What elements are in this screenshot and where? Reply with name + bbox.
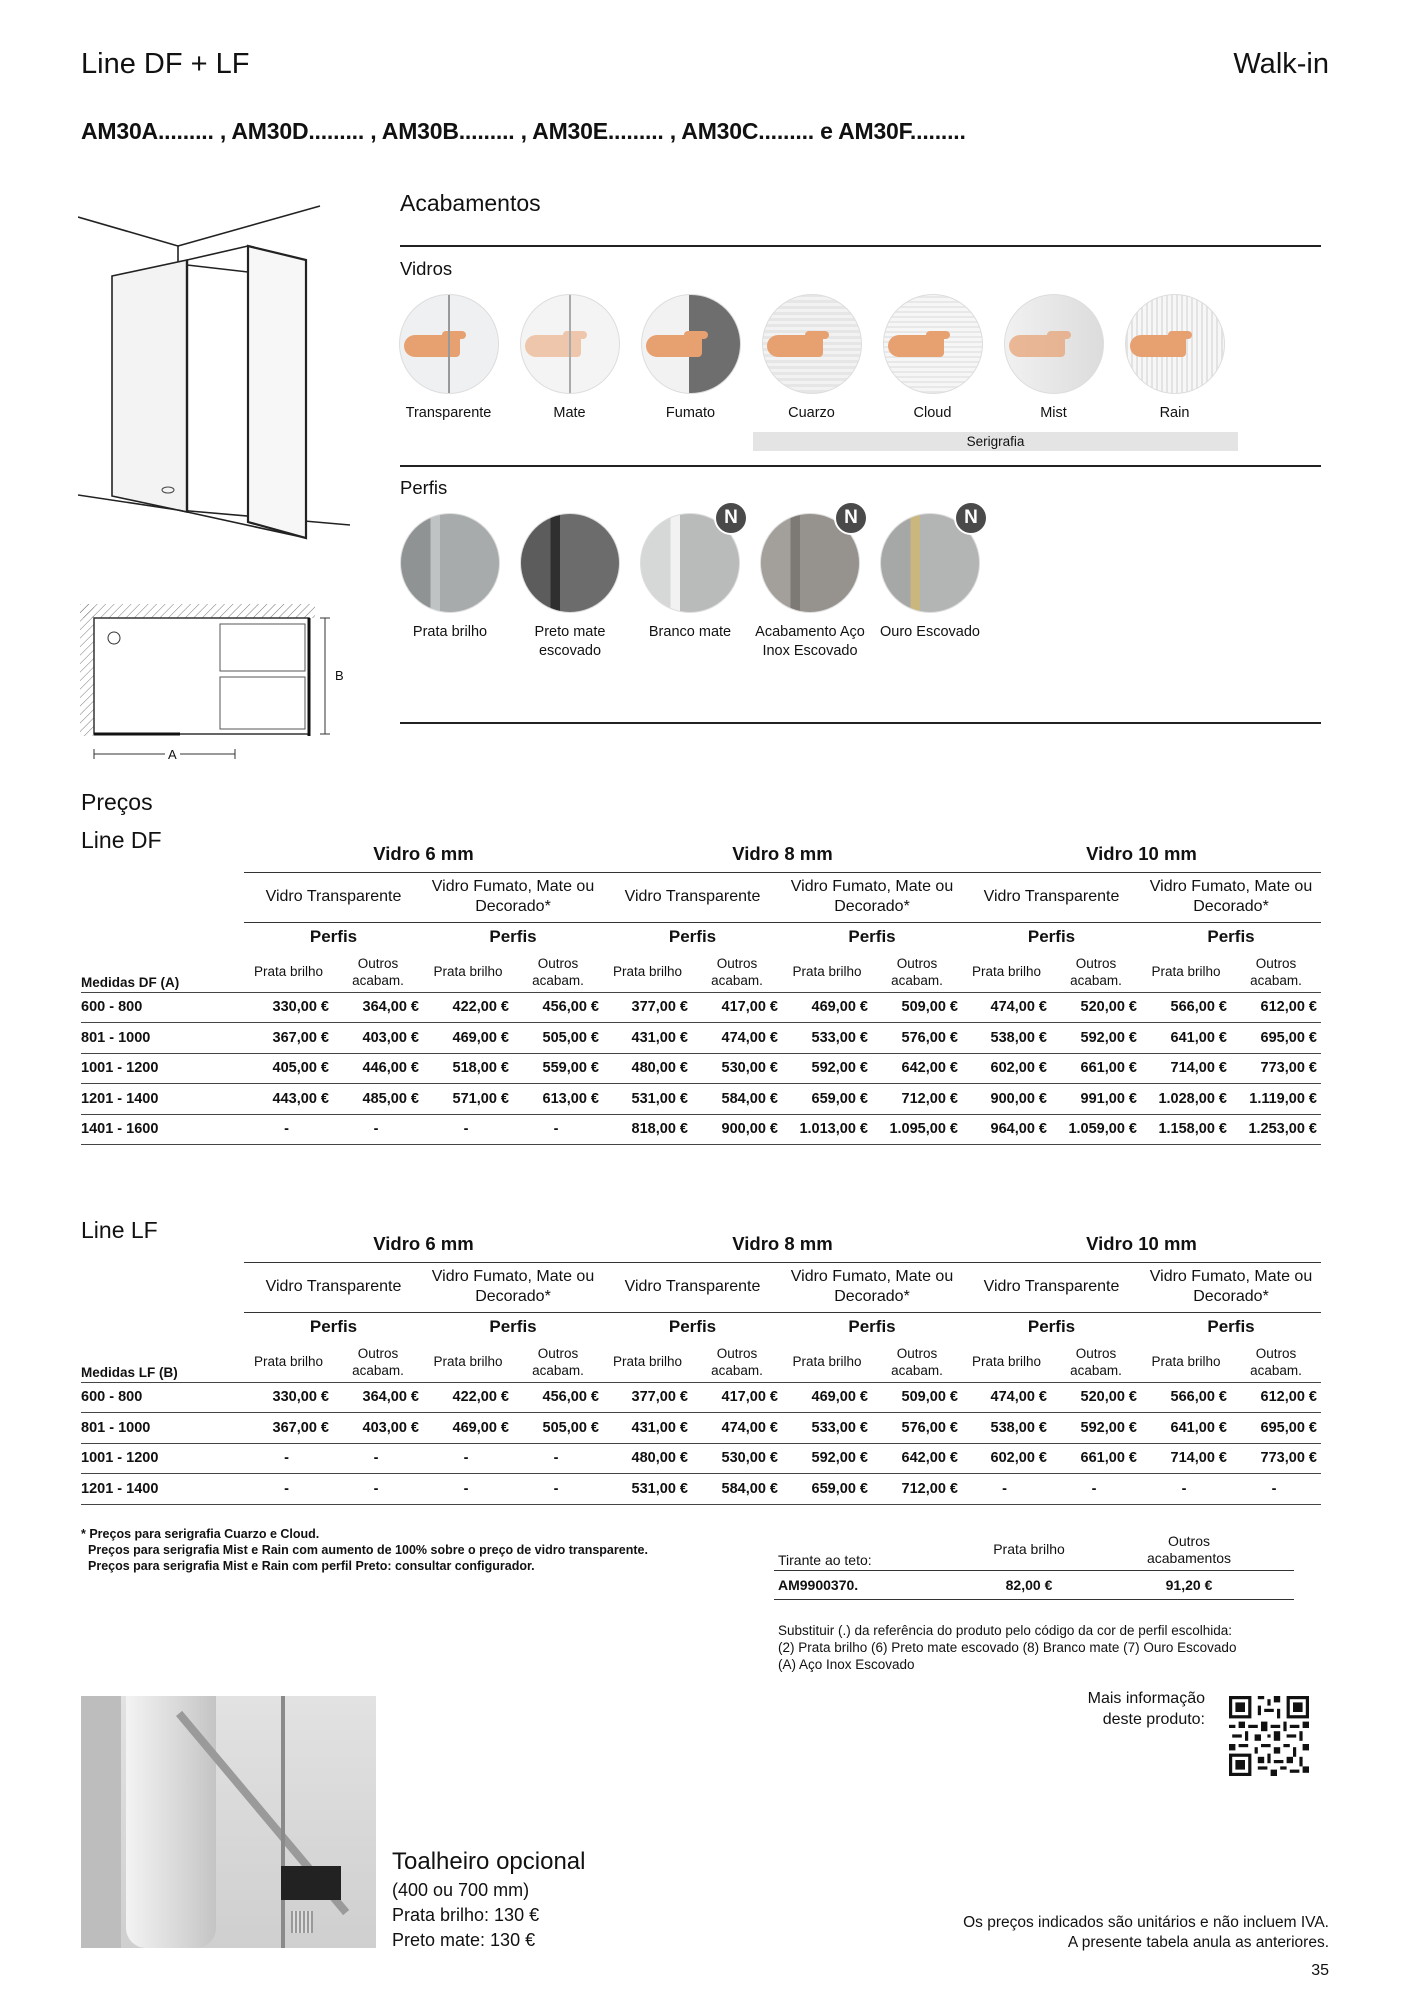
glass-swatches	[388, 294, 1235, 423]
tirante-label: Tirante ao teto:	[778, 1551, 872, 1568]
price-cell: 403,00 €	[333, 1023, 423, 1054]
glass-header: Vidro Transparente	[244, 1262, 423, 1312]
price-cell: 469,00 €	[782, 1382, 872, 1413]
profile-label: Preto mate escovado	[534, 624, 606, 659]
footnotes	[81, 1526, 721, 1574]
section-title: Line DF + LF	[81, 48, 250, 80]
price-cell: -	[333, 1474, 423, 1505]
price-cell: 330,00 €	[244, 1382, 333, 1413]
price-cell: 712,00 €	[872, 1084, 962, 1115]
serigrafia-bar: Serigrafia	[753, 432, 1238, 451]
tirante-col-header: Outros acabamentos	[1146, 1532, 1232, 1566]
price-cell: 480,00 €	[603, 1053, 692, 1084]
size-range: 1401 - 1600	[81, 1114, 244, 1145]
price-cell: 422,00 €	[423, 1382, 513, 1413]
price-cell: 714,00 €	[1141, 1443, 1231, 1474]
glass-swatch[interactable]	[993, 294, 1114, 423]
more-info-line: Mais informação	[1087, 1690, 1205, 1707]
glass-sample	[883, 294, 983, 394]
price-cell: 505,00 €	[513, 1413, 603, 1444]
tirante-price: 82,00 €	[1005, 1576, 1053, 1593]
price-cell: 592,00 €	[1051, 1023, 1141, 1054]
new-badge: N	[714, 501, 748, 535]
sub-header: Outros acabam.	[891, 1345, 943, 1378]
sub-header: Prata brilho	[1151, 1354, 1221, 1370]
price-cell: 695,00 €	[1231, 1413, 1321, 1444]
glass-sample	[399, 294, 499, 394]
category-title: Walk-in	[1233, 48, 1329, 80]
price-cell: 431,00 €	[603, 1023, 692, 1054]
price-cell: 592,00 €	[782, 1053, 872, 1084]
dimension-a-label: A	[165, 746, 180, 763]
table-row	[81, 1443, 1321, 1474]
price-cell: 533,00 €	[782, 1023, 872, 1054]
price-cell: 1.059,00 €	[1051, 1114, 1141, 1145]
price-cell: 964,00 €	[962, 1114, 1051, 1145]
price-cell: 641,00 €	[1141, 1413, 1231, 1444]
glass-header: Vidro Fumato, Mate ou Decorado*	[1141, 872, 1321, 922]
price-cell: -	[513, 1443, 603, 1474]
price-cell: 538,00 €	[962, 1023, 1051, 1054]
price-cell: 520,00 €	[1051, 1382, 1141, 1413]
glass-header: Vidro Fumato, Mate ou Decorado*	[782, 1262, 962, 1312]
sub-header: Outros acabam.	[532, 955, 584, 988]
price-cell: 364,00 €	[333, 1382, 423, 1413]
group-header: Vidro 6 mm	[244, 1226, 603, 1262]
tirante-price: 91,20 €	[1165, 1576, 1213, 1593]
price-cell: 505,00 €	[513, 1023, 603, 1054]
price-cell: 576,00 €	[872, 1023, 962, 1054]
glass-sample	[641, 294, 741, 394]
price-cell: -	[333, 1114, 423, 1145]
footer-line: Os preços indicados são unitários e não incluem IVA.	[963, 1914, 1329, 1931]
profile-swatch[interactable]	[510, 513, 630, 661]
price-cell: 576,00 €	[872, 1413, 962, 1444]
row-header: Medidas DF (A)	[81, 974, 180, 990]
price-cell: 417,00 €	[692, 1382, 782, 1413]
glass-label: Rain	[1159, 405, 1190, 421]
glass-swatch[interactable]	[630, 294, 751, 423]
price-cell: 1.119,00 €	[1231, 1084, 1321, 1115]
price-cell: 592,00 €	[1051, 1413, 1141, 1444]
row-header: Medidas LF (B)	[81, 1364, 178, 1380]
glass-sample	[762, 294, 862, 394]
size-range: 1201 - 1400	[81, 1474, 244, 1505]
sub-header: Prata brilho	[433, 1354, 503, 1370]
size-range: 600 - 800	[81, 1382, 244, 1413]
sub-header: Prata brilho	[253, 1354, 324, 1370]
price-cell: 469,00 €	[423, 1023, 513, 1054]
sub-header: Prata brilho	[612, 1354, 683, 1370]
price-cell: 714,00 €	[1141, 1053, 1231, 1084]
profile-label: Acabamento Aço Inox Escovado	[755, 624, 865, 659]
glass-sample	[1004, 294, 1104, 394]
profile-label: Prata brilho	[412, 624, 488, 640]
price-cell: 431,00 €	[603, 1413, 692, 1444]
sub-header: Prata brilho	[1151, 964, 1221, 980]
price-cell: 443,00 €	[244, 1084, 333, 1115]
footer-line: A presente tabela anula as anteriores.	[1067, 1934, 1329, 1951]
price-cell: 642,00 €	[872, 1053, 962, 1084]
sub-header: Prata brilho	[433, 964, 503, 980]
table-row	[81, 1053, 1321, 1084]
towel-details	[392, 1878, 539, 1953]
glass-label: Mate	[553, 405, 586, 421]
sub-header: Outros acabam.	[1070, 1345, 1122, 1378]
sub-header: Outros acabam.	[532, 1345, 584, 1378]
footer-note	[963, 1913, 1329, 1953]
glass-header: Vidro Transparente	[962, 1262, 1141, 1312]
new-badge: N	[954, 501, 988, 535]
price-cell: 474,00 €	[962, 1382, 1051, 1413]
size-range: 1201 - 1400	[81, 1084, 244, 1115]
price-cell: 538,00 €	[962, 1413, 1051, 1444]
price-cell: 509,00 €	[872, 992, 962, 1023]
table-df-title: Line DF	[81, 827, 162, 853]
profile-label: Branco mate	[648, 624, 732, 640]
perfis-header: Perfis	[848, 927, 896, 947]
price-cell: -	[423, 1443, 513, 1474]
price-cell: 773,00 €	[1231, 1443, 1321, 1474]
group-header: Vidro 10 mm	[962, 836, 1321, 872]
size-range: 801 - 1000	[81, 1413, 244, 1444]
perfis-header: Perfis	[668, 927, 717, 947]
plan-view-drawing	[80, 604, 345, 766]
tirante-col-header: Prata brilho	[993, 1541, 1065, 1558]
tirante-table	[774, 1530, 1294, 1600]
group-header: Vidro 8 mm	[603, 836, 962, 872]
price-cell: -	[244, 1114, 333, 1145]
sub-header: Prata brilho	[971, 1354, 1042, 1370]
glass-header: Vidro Fumato, Mate ou Decorado*	[423, 872, 603, 922]
price-cell: 642,00 €	[872, 1443, 962, 1474]
table-row	[81, 1413, 1321, 1444]
price-cell: 900,00 €	[962, 1084, 1051, 1115]
price-cell: 900,00 €	[692, 1114, 782, 1145]
glass-label: Cloud	[913, 405, 952, 421]
shower-perspective-drawing	[78, 200, 358, 545]
glass-header: Vidro Fumato, Mate ou Decorado*	[782, 872, 962, 922]
price-cell: 446,00 €	[333, 1053, 423, 1084]
prices-title: Preços	[81, 789, 153, 815]
profile-swatch[interactable]	[870, 507, 990, 661]
price-cell: -	[513, 1474, 603, 1505]
glass-swatch[interactable]	[1114, 294, 1235, 423]
price-cell: -	[962, 1474, 1051, 1505]
dimension-b-label: B	[335, 668, 344, 683]
new-badge: N	[834, 501, 868, 535]
glass-sample	[1125, 294, 1225, 394]
substitute-line: Substituir (.) da referência do produto pelo código da cor de perfil escolhida:	[778, 1623, 1233, 1638]
price-cell: 531,00 €	[603, 1084, 692, 1115]
group-header: Vidro 8 mm	[603, 1226, 962, 1262]
price-cell: -	[513, 1114, 603, 1145]
price-cell: 531,00 €	[603, 1474, 692, 1505]
price-cell: 602,00 €	[962, 1443, 1051, 1474]
profile-sample	[520, 513, 620, 613]
footnote: Preços para serigrafia Mist e Rain com perfil Preto: consultar configurador.	[88, 1559, 535, 1573]
price-cell: 1.253,00 €	[1231, 1114, 1321, 1145]
price-cell: -	[423, 1474, 513, 1505]
price-cell: 530,00 €	[692, 1443, 782, 1474]
profile-swatch[interactable]	[750, 507, 870, 661]
glass-swatch[interactable]	[388, 294, 509, 423]
glass-header: Vidro Fumato, Mate ou Decorado*	[423, 1262, 603, 1312]
price-cell: 367,00 €	[244, 1413, 333, 1444]
perfis-header: Perfis	[309, 927, 358, 947]
price-cell: -	[1141, 1474, 1231, 1505]
towel-title: Toalheiro opcional	[392, 1848, 586, 1875]
tirante-code: AM9900370.	[778, 1576, 859, 1593]
price-cell: 456,00 €	[513, 992, 603, 1023]
glass-swatch[interactable]	[872, 294, 993, 423]
table-row	[81, 1114, 1321, 1145]
sub-header: Prata brilho	[253, 964, 324, 980]
size-range: 600 - 800	[81, 992, 244, 1023]
price-cell: -	[244, 1474, 333, 1505]
sub-header: Prata brilho	[792, 1354, 862, 1370]
qr-code-icon[interactable]	[1229, 1696, 1309, 1776]
glass-sample	[520, 294, 620, 394]
price-cell: 474,00 €	[962, 992, 1051, 1023]
price-cell: -	[244, 1443, 333, 1474]
glass-header: Vidro Transparente	[244, 872, 423, 922]
price-cell: 377,00 €	[603, 992, 692, 1023]
glass-label: Transparente	[405, 405, 492, 421]
perfis-header: Perfis	[668, 1317, 717, 1337]
group-header: Vidro 10 mm	[962, 1226, 1321, 1262]
sub-header: Prata brilho	[971, 964, 1042, 980]
profile-sample	[400, 513, 500, 613]
perfis-header: Perfis	[489, 927, 537, 947]
size-range: 1001 - 1200	[81, 1053, 244, 1084]
size-range: 1001 - 1200	[81, 1443, 244, 1474]
price-cell: 1.013,00 €	[782, 1114, 872, 1145]
price-cell: 1.158,00 €	[1141, 1114, 1231, 1145]
price-cell: 661,00 €	[1051, 1443, 1141, 1474]
page-number: 35	[1311, 1962, 1329, 1979]
glass-header: Vidro Transparente	[962, 872, 1141, 922]
price-cell: -	[1051, 1474, 1141, 1505]
table-row	[81, 1023, 1321, 1054]
price-cell: 602,00 €	[962, 1053, 1051, 1084]
price-cell: 480,00 €	[603, 1443, 692, 1474]
glass-label: Cuarzo	[788, 405, 835, 421]
price-cell: 485,00 €	[333, 1084, 423, 1115]
price-cell: 469,00 €	[782, 992, 872, 1023]
table-row	[81, 1382, 1321, 1413]
towel-price: Preto mate: 130 €	[392, 1930, 536, 1950]
towel-price: Prata brilho: 130 €	[392, 1905, 540, 1925]
price-cell: 530,00 €	[692, 1053, 782, 1084]
glass-label: Mist	[1040, 405, 1067, 421]
perfis-header: Perfis	[848, 1317, 896, 1337]
price-cell: 773,00 €	[1231, 1053, 1321, 1084]
glass-swatch[interactable]	[509, 294, 630, 423]
table-lf-title: Line LF	[81, 1217, 158, 1243]
towel-size: (400 ou 700 mm)	[392, 1880, 530, 1900]
glass-title: Vidros	[400, 258, 453, 279]
price-cell: 367,00 €	[244, 1023, 333, 1054]
price-cell: 1.095,00 €	[872, 1114, 962, 1145]
sub-header: Outros acabam.	[711, 1345, 763, 1378]
glass-swatch[interactable]	[751, 294, 872, 423]
price-cell: 659,00 €	[782, 1474, 872, 1505]
price-cell: 712,00 €	[872, 1474, 962, 1505]
perfis-header: Perfis	[1207, 927, 1255, 947]
glass-header: Vidro Transparente	[603, 872, 782, 922]
price-cell: 533,00 €	[782, 1413, 872, 1444]
sub-header: Outros acabam.	[891, 955, 943, 988]
price-table-df	[81, 836, 1321, 1145]
perfis-header: Perfis	[489, 1317, 537, 1337]
price-cell: 474,00 €	[692, 1413, 782, 1444]
price-cell: 422,00 €	[423, 992, 513, 1023]
price-cell: 641,00 €	[1141, 1023, 1231, 1054]
price-cell: -	[1231, 1474, 1321, 1505]
price-cell: 330,00 €	[244, 992, 333, 1023]
price-cell: -	[423, 1114, 513, 1145]
sub-header: Outros acabam.	[1070, 955, 1122, 988]
sub-header: Prata brilho	[612, 964, 683, 980]
price-cell: 364,00 €	[333, 992, 423, 1023]
table-row	[81, 1474, 1321, 1505]
price-cell: -	[333, 1443, 423, 1474]
substitute-note	[778, 1622, 1318, 1673]
price-cell: 991,00 €	[1051, 1084, 1141, 1115]
sub-header: Outros acabam.	[352, 1345, 404, 1378]
footnote: Preços para serigrafia Mist e Rain com aumento de 100% sobre o preço de vidro transparente.	[88, 1543, 648, 1557]
price-cell: 469,00 €	[423, 1413, 513, 1444]
price-cell: 377,00 €	[603, 1382, 692, 1413]
price-cell: 1.028,00 €	[1141, 1084, 1231, 1115]
price-cell: 571,00 €	[423, 1084, 513, 1115]
substitute-line: (A) Aço Inox Escovado	[778, 1657, 915, 1672]
price-cell: 474,00 €	[692, 1023, 782, 1054]
price-cell: 584,00 €	[692, 1084, 782, 1115]
price-cell: 661,00 €	[1051, 1053, 1141, 1084]
price-cell: 509,00 €	[872, 1382, 962, 1413]
footnote: * Preços para serigrafia Cuarzo e Cloud.	[81, 1527, 320, 1541]
sub-header: Outros acabam.	[1250, 955, 1302, 988]
more-info-line: deste produto:	[1102, 1711, 1205, 1728]
substitute-line: (2) Prata brilho (6) Preto mate escovado (8) Branco mate (7) Ouro Escovado	[778, 1640, 1237, 1655]
table-row	[81, 1084, 1321, 1115]
more-info	[1040, 1688, 1205, 1730]
price-cell: 518,00 €	[423, 1053, 513, 1084]
price-cell: 520,00 €	[1051, 992, 1141, 1023]
price-cell: 405,00 €	[244, 1053, 333, 1084]
sub-header: Outros acabam.	[1250, 1345, 1302, 1378]
price-table-lf	[81, 1226, 1321, 1505]
price-cell: 417,00 €	[692, 992, 782, 1023]
glass-label: Fumato	[665, 405, 716, 421]
sub-header: Outros acabam.	[352, 955, 404, 988]
price-cell: 612,00 €	[1231, 992, 1321, 1023]
price-cell: 403,00 €	[333, 1413, 423, 1444]
glass-header: Vidro Transparente	[603, 1262, 782, 1312]
product-codes: AM30A......... , AM30D......... , AM30B......... , AM30E......... , AM30C......... e AM30F.........	[81, 118, 966, 144]
group-header: Vidro 6 mm	[244, 836, 603, 872]
price-cell: 456,00 €	[513, 1382, 603, 1413]
price-cell: 592,00 €	[782, 1443, 872, 1474]
price-cell: 613,00 €	[513, 1084, 603, 1115]
profiles-title: Perfis	[400, 477, 448, 498]
perfis-header: Perfis	[1027, 1317, 1076, 1337]
price-cell: 566,00 €	[1141, 1382, 1231, 1413]
profile-swatch[interactable]	[390, 513, 510, 661]
sub-header: Outros acabam.	[711, 955, 763, 988]
perfis-header: Perfis	[1027, 927, 1076, 947]
price-cell: 659,00 €	[782, 1084, 872, 1115]
finishes-title: Acabamentos	[400, 190, 541, 216]
towel-rail-photo	[81, 1696, 376, 1948]
profile-swatches	[390, 507, 990, 661]
glass-header: Vidro Fumato, Mate ou Decorado*	[1141, 1262, 1321, 1312]
price-cell: 584,00 €	[692, 1474, 782, 1505]
profile-swatch[interactable]	[630, 507, 750, 661]
price-cell: 566,00 €	[1141, 992, 1231, 1023]
price-cell: 559,00 €	[513, 1053, 603, 1084]
size-range: 801 - 1000	[81, 1023, 244, 1054]
profile-label: Ouro Escovado	[880, 624, 980, 640]
price-cell: 818,00 €	[603, 1114, 692, 1145]
table-row	[81, 992, 1321, 1023]
perfis-header: Perfis	[1207, 1317, 1255, 1337]
sub-header: Prata brilho	[792, 964, 862, 980]
perfis-header: Perfis	[309, 1317, 358, 1337]
price-cell: 612,00 €	[1231, 1382, 1321, 1413]
price-cell: 695,00 €	[1231, 1023, 1321, 1054]
